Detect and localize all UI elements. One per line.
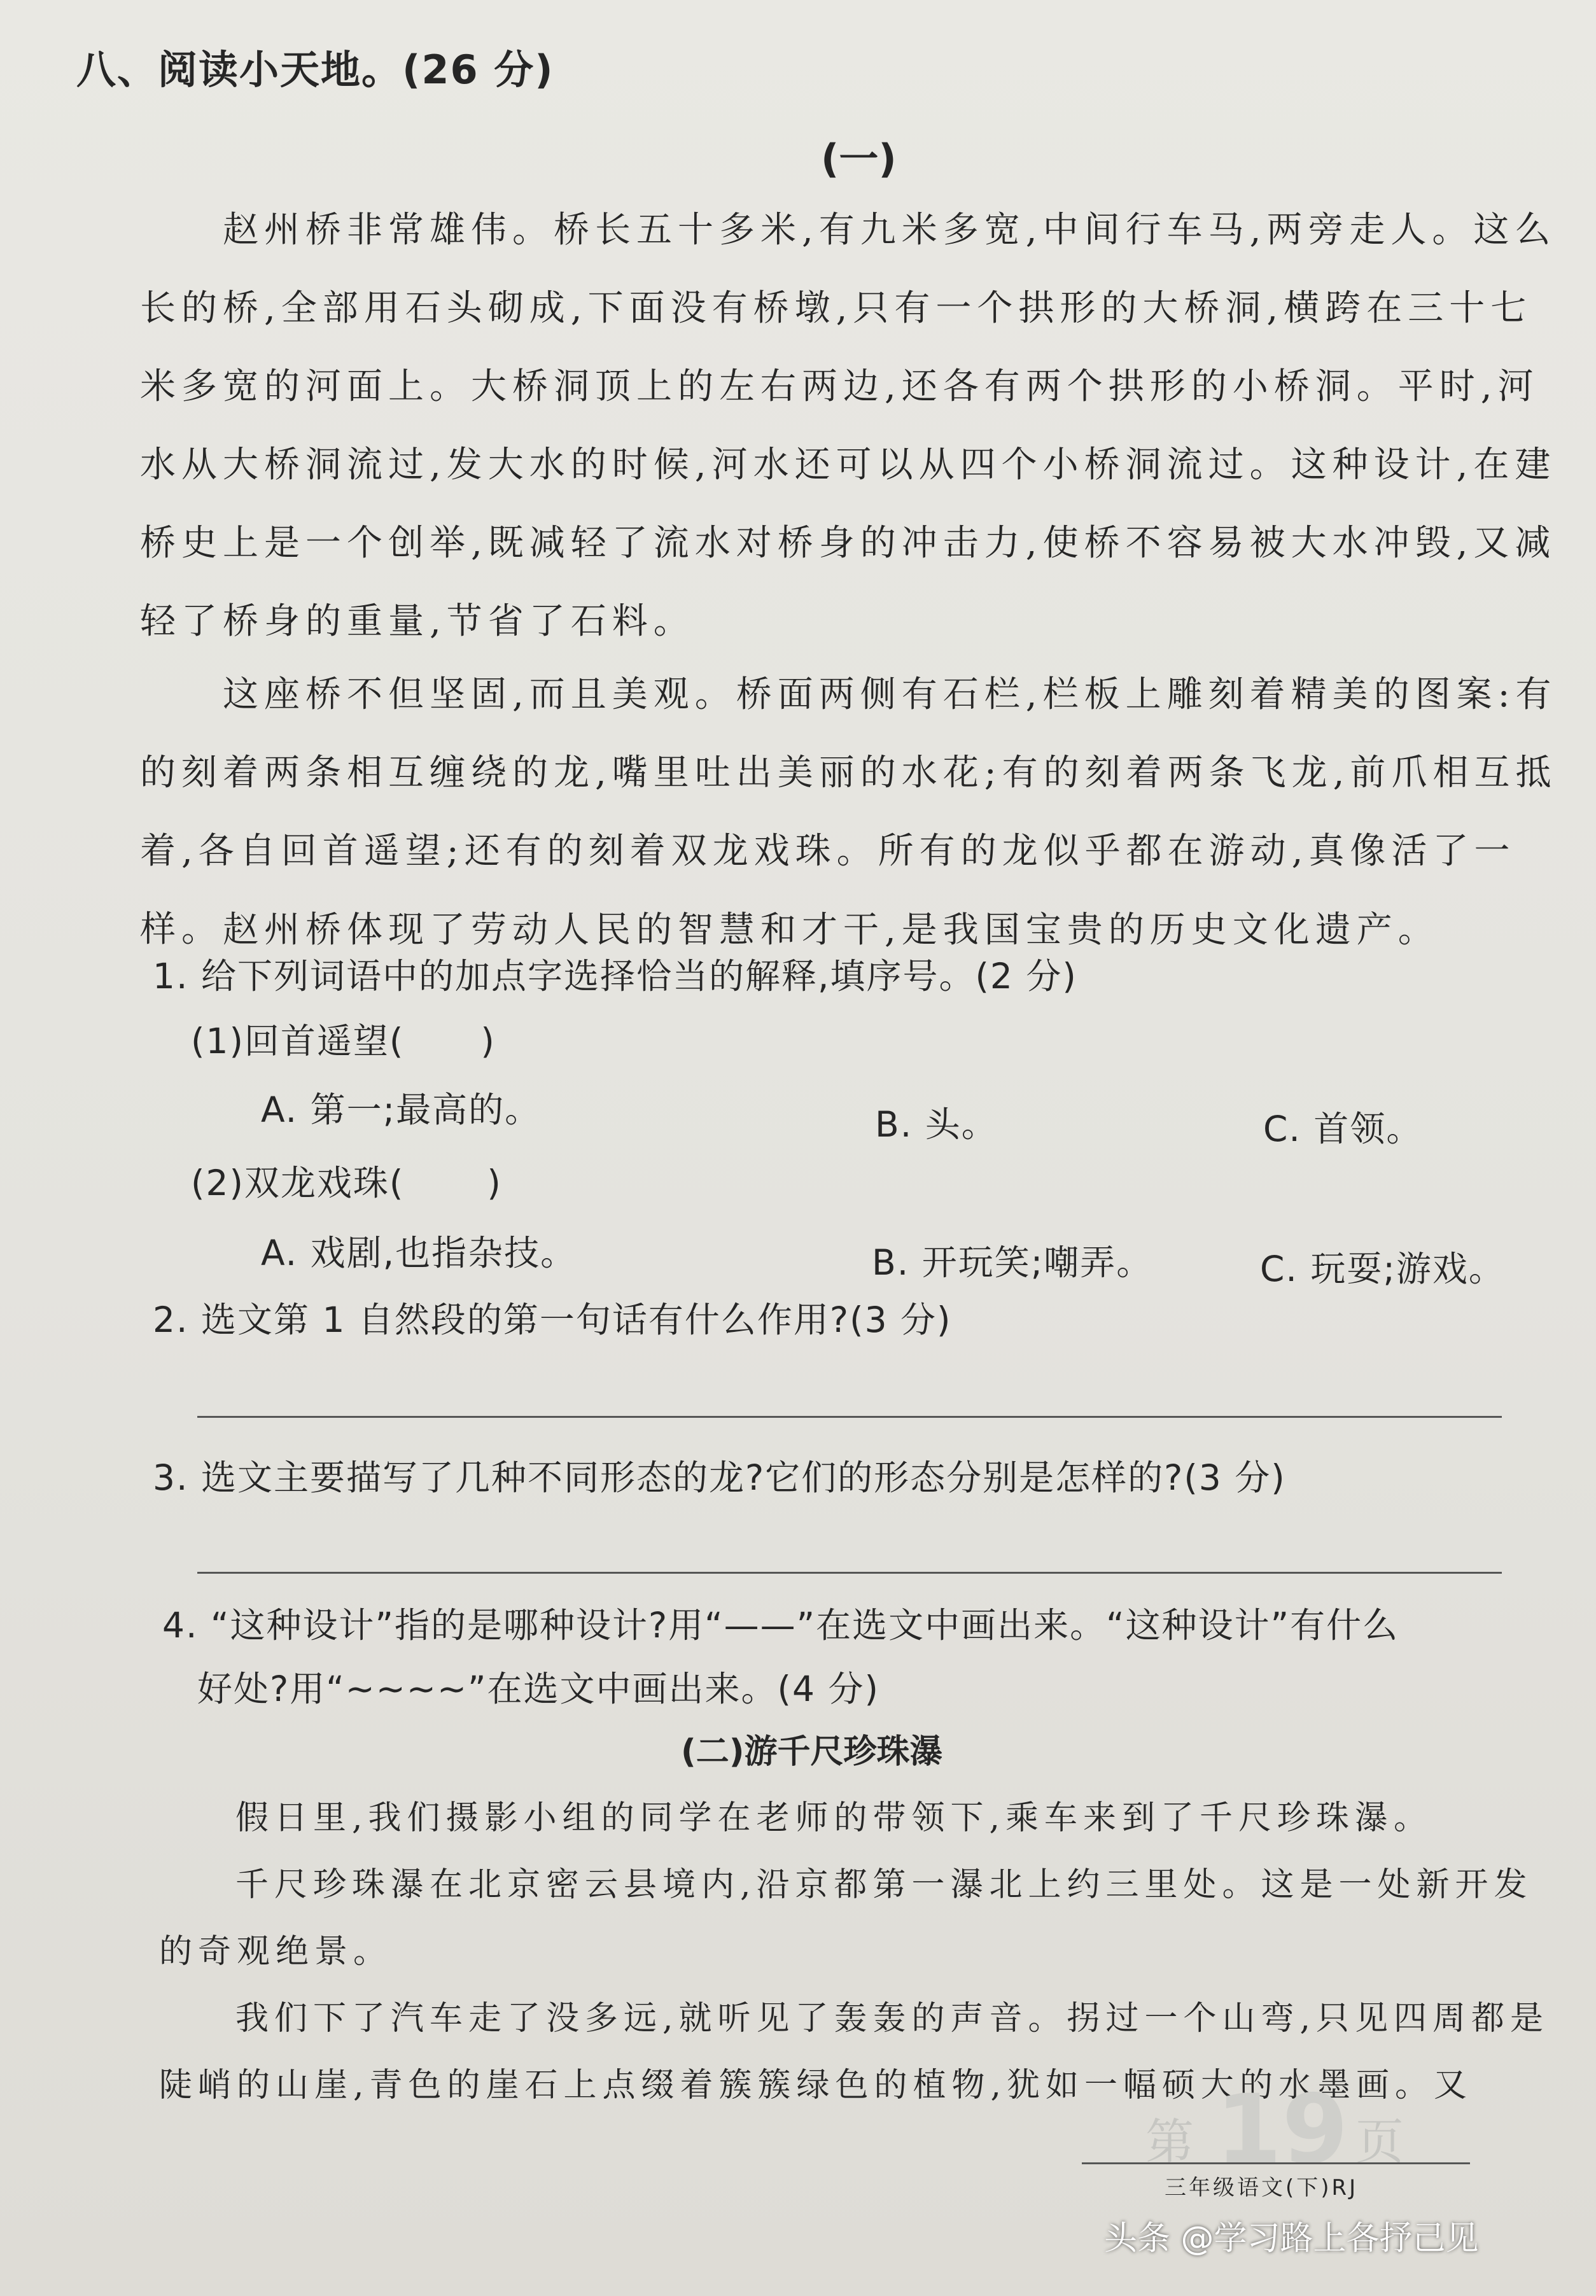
passage2-paragraph-2: 千尺珍珠瀑在北京密云县境内,沿京都第一瀑北上约三里处。这是一处新开发的奇观绝景。 [159, 1866, 1533, 1971]
passage2-paragraph-1: 假日里,我们摄影小组的同学在老师的带领下,乘车来到了千尺珍珠瀑。 [235, 1799, 1433, 1837]
item-1-option-c: C. 首领。 [1263, 1109, 1423, 1149]
page-number [1145, 2075, 1425, 2185]
passage1-paragraph-2: 这座桥不但坚固,而且美观。桥面两侧有石栏,栏板上雕刻着精美的图案:有的刻着两条相互缠绕的龙,嘴里吐出美丽的水花;有的刻着两条飞龙,前爪相互抵着,各自回首遥望;还有的刻着双龙戏珠。所有的龙似乎都在游动,真像活了一样。 [140, 674, 1557, 950]
answer-line-q2[interactable] [197, 1416, 1502, 1418]
item-1-word: (1)回首遥望( [191, 1021, 405, 1061]
page-number-value: 19 [1215, 2075, 1348, 2185]
watermark: 头条 @学习路上各抒己见 [1104, 2220, 1479, 2258]
answer-blank-2[interactable] [404, 1157, 487, 1195]
item-2-word: (2)双龙戏珠( [191, 1163, 405, 1203]
question-1: 1. 给下列词语中的加点字选择恰当的解释,填序号。(2 分) [153, 956, 1077, 997]
question-1-item-1 [191, 1013, 496, 1063]
page-prefix: 第 [1145, 2113, 1194, 2170]
item-2-option-b: B. 开玩笑;嘲弄。 [872, 1242, 1153, 1283]
question-4-line-2: 好处?用“~~~~”在选文中画出来。(4 分) [197, 1669, 879, 1709]
question-1-item-2 [191, 1155, 502, 1205]
page-suffix: 页 [1355, 2113, 1404, 2170]
passage2-paragraph-3: 我们下了汽车走了没多远,就听见了轰轰的声音。拐过一个山弯,只见四周都是陡峭的山崖,青色的崖石上点缀着簇簇绿色的植物,犹如一幅硕大的水墨画。又 [159, 1999, 1550, 2104]
footer-divider [1082, 2162, 1470, 2164]
item-1-option-b: B. 头。 [875, 1104, 998, 1145]
item-1-option-a: A. 第一;最高的。 [261, 1089, 542, 1130]
question-2: 2. 选文第 1 自然段的第一句话有什么作用?(3 分) [153, 1299, 952, 1340]
question-4-line-1: 4. “这种设计”指的是哪种设计?用“——”在选文中画出来。“这种设计”有什么 [162, 1605, 1399, 1646]
item-2-close: ) [487, 1163, 502, 1203]
section-title: 八、阅读小天地。(26 分) [76, 46, 554, 93]
item-2-option-c: C. 玩耍;游戏。 [1260, 1249, 1505, 1289]
passage1-heading: (一) [821, 136, 897, 182]
book-label: 三年级语文(下)RJ [1165, 2175, 1359, 2201]
passage1-paragraph-1: 赵州桥非常雄伟。桥长五十多米,有九米多宽,中间行车马,两旁走人。这么长的桥,全部用石头砌成,下面没有桥墩,只有一个拱形的大桥洞,横跨在三十七米多宽的河面上。大桥洞顶上的左右两边,还各有两个拱形的小桥洞。平时,河水从大桥洞流过,发大水的时候,河水还可以从四个小桥洞流过。这种设计,在建桥史上是一个创举,既减轻了流水对桥身的冲击力,使桥不容易被大水冲毁,又减轻了桥身的重量,节省了石料。 [140, 209, 1557, 642]
item-1-close: ) [480, 1021, 496, 1061]
answer-line-q3[interactable] [197, 1572, 1502, 1574]
passage1-paragraph-3: 赵州桥体现了劳动人民的智慧和才干,是我国宝贵的历史文化遗产。 [223, 909, 1439, 951]
passage2-heading: (二)游千尺珍珠瀑 [681, 1733, 943, 1771]
item-2-option-a: A. 戏剧,也指杂技。 [261, 1233, 577, 1273]
question-3: 3. 选文主要描写了几种不同形态的龙?它们的形态分别是怎样的?(3 分) [153, 1457, 1286, 1498]
answer-blank-1[interactable] [404, 1015, 480, 1053]
